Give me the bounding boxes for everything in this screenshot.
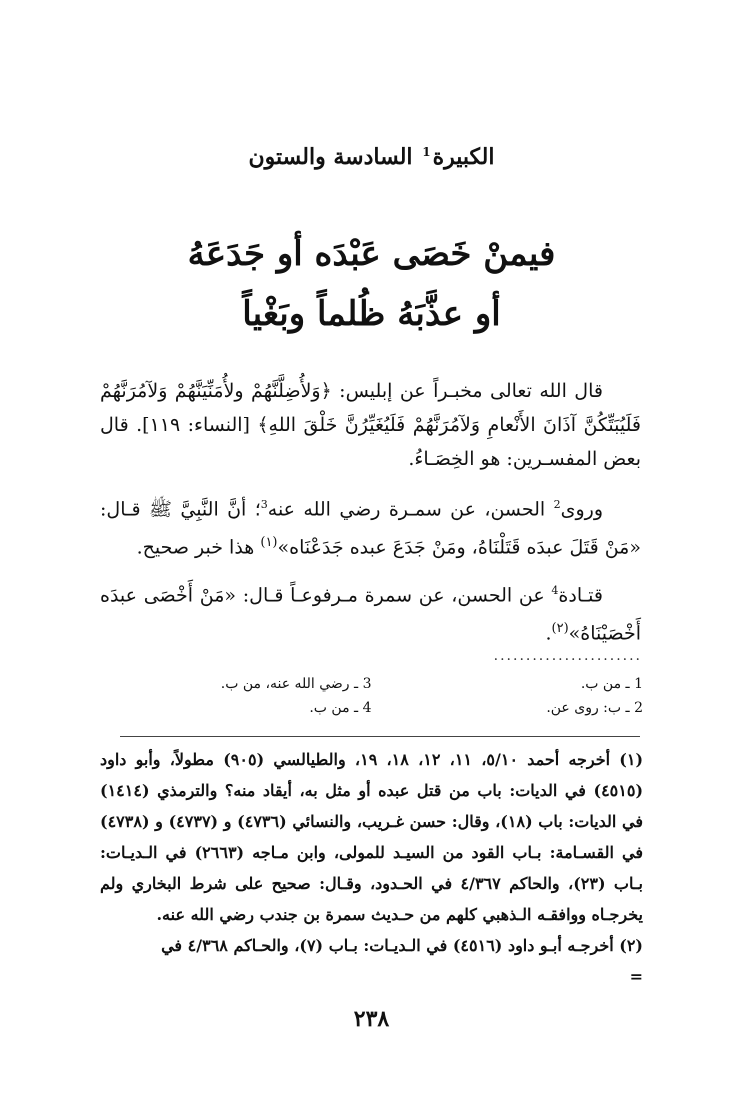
variant-ref: 2 — [553, 498, 561, 511]
text-run: وروى — [560, 498, 603, 521]
page-number: ٢٣٨ — [353, 1006, 390, 1032]
paragraph-text: قال الله تعالى مخبـراً عن إبليس: ﴿وَلأُضِلَّنَّهُمْ ولأُمَنِّيَنَّهُمْ وَلآمُرَنَّهُمْ فَلَيُبَتِّكُنَّ آذَانَ الأَنْعامِ وَلآمُرَنَّهُمْ فَلَيُغَيِّرُنَّ خَلْقَ اللهِ﴾ [النساء: ١١٩]. قال بعض المفسـرين: هو الخِصَـاءُ. — [100, 380, 642, 470]
manuscript-variants — [100, 672, 643, 720]
footnote-text: أخرجه أحمد ٥/١٠، ١١، ١٢، ١٨، ١٩، والطيالسي (٩٠٥) مطولاً، وأبو داود (٤٥١٥) في الديات: باب من قتل عبده أو مثل به، أيقاد منه؟ والترمذي (١٤١٤) في الديات: باب (١٨)، وقال: حسن غـريب، والنسائي (٤٧٣٦) و (٤٧٣٧) و (٤٧٣٨) في القسـامة: بـاب القود من السيـد للمولى، وابن مـاجه (٢٦٦٣) في الـديـات: بـاب (٢٣)، والحاكم ٤/٣٦٧ في الحـدود، وقـال: صحيح على شرط البخاري ولم يخرجـاه ووافقـه الـذهبي كلهم من حـديث سمرة بن جندب رضي الله عنه. — [100, 750, 644, 924]
variant-ref: 4 — [551, 584, 559, 597]
footnote-rule — [120, 736, 640, 737]
text-run: عن الحسن، عن سمرة مـرفوعـاً قـال: «مَنْ أَخْصَى عبدَه أَخْصَيْنَاهُ» — [100, 584, 641, 645]
paragraph-text — [100, 574, 641, 651]
footnotes — [100, 744, 643, 992]
chapter-title — [0, 144, 743, 170]
headline-line-2: أو عذَّبَهُ ظُلماً وبَغْياً — [242, 294, 501, 334]
dotted-separator: ....................... — [493, 648, 642, 664]
footnote-continuation-mark: = — [629, 967, 643, 986]
paragraph-qatada-hadith — [100, 574, 641, 651]
footnote-2 — [100, 930, 643, 961]
text-run: . — [545, 622, 552, 645]
chapter-title-variant-ref: 1 — [422, 144, 431, 159]
text-run: هذا خبر صحيح. — [136, 536, 255, 559]
variants-row — [100, 672, 643, 696]
paragraph-text — [100, 488, 641, 565]
variant-note-1: 1 ـ من ب. — [580, 676, 643, 692]
text-run: ؛ أنَّ النَّبِيَّ ﷺ قـال: «مَنْ قَتَلَ عبدَه قَتَلْنَاهُ، ومَنْ جَدَعَ عبده جَدَعْنَاه» — [100, 498, 641, 559]
chapter-title-word: الكبيرة — [432, 144, 495, 170]
variant-ref: 3 — [260, 498, 268, 511]
footnote-text: أخرجـه أبـو داود (٤٥١٦) في الـديـات: بـاب (٧)، والحـاكم ٤/٣٦٨ في — [161, 936, 614, 955]
text-run: قتـادة — [558, 584, 603, 607]
variant-note-4: 4 ـ من ب. — [309, 700, 372, 716]
footnote-number: (٢) — [619, 936, 643, 955]
footnote-number: (١) — [619, 750, 644, 769]
text-run: الحسن، عن سمـرة رضي الله عنه — [267, 498, 546, 521]
variant-note-2: 2 ـ ب: روى عن. — [546, 700, 643, 716]
paragraph-iblis-verse — [100, 374, 641, 476]
variants-row — [100, 696, 643, 720]
paragraph-samura-hadith — [100, 488, 641, 565]
headline-line-1: فيمنْ خَصَى عَبْدَه أو جَدَعَهُ — [187, 234, 556, 274]
footnote-1 — [100, 744, 643, 930]
footnote-ref[interactable]: (١) — [260, 535, 278, 551]
chapter-title-ordinal: السادسة والستون — [248, 144, 413, 170]
variant-note-3: 3 ـ رضي الله عنه، من ب. — [220, 676, 372, 692]
footnote-ref[interactable]: (٢) — [551, 621, 569, 637]
